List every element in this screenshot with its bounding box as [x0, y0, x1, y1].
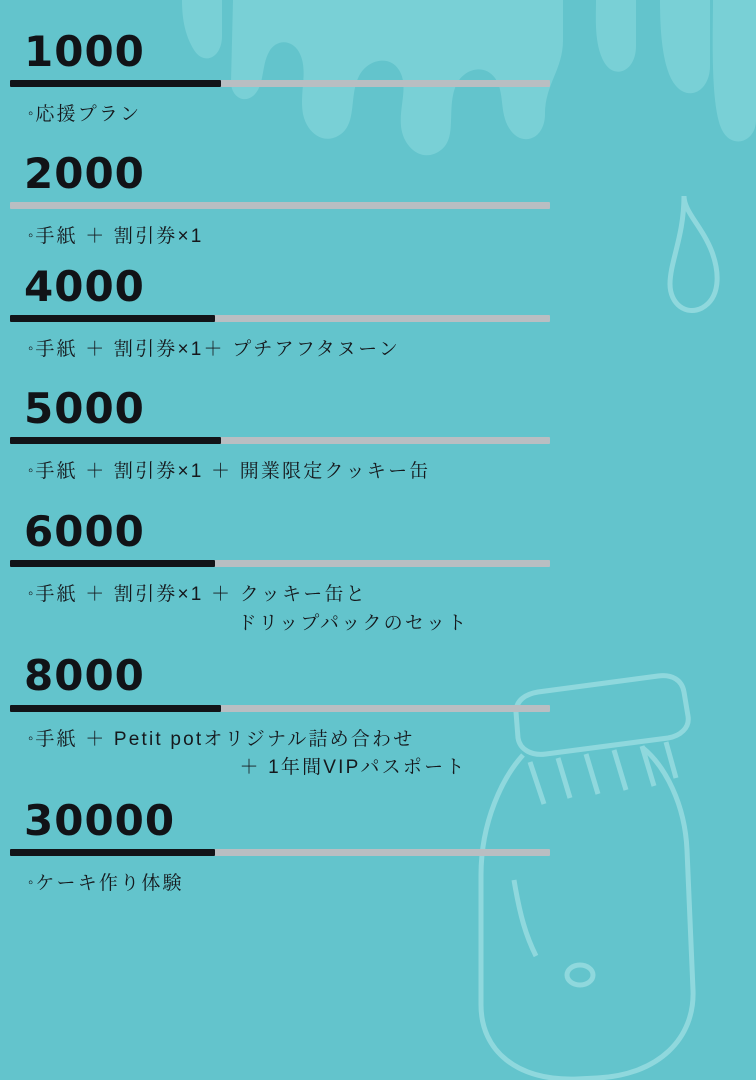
tier-progress-bar	[10, 315, 550, 322]
tier-item	[0, 383, 756, 487]
tier-amount: 6000	[24, 507, 145, 557]
tier-item	[0, 507, 756, 638]
tier-line: 手紙 ＋ Petit potオリジナル詰め合わせ	[35, 728, 415, 750]
tier-line: ケーキ作り体験	[35, 872, 184, 894]
tier-progress-fill	[10, 437, 221, 444]
tier-line: 手紙 ＋ 割引券×1	[35, 225, 204, 247]
tier-amount: 4000	[24, 262, 145, 312]
tier-item	[0, 27, 756, 130]
tier-progress-fill	[10, 849, 215, 856]
tier-progress-bar	[10, 560, 550, 567]
bullet-icon: ◦	[28, 873, 34, 891]
tier-progress-bar	[10, 202, 550, 209]
tier-progress-bar	[10, 705, 550, 712]
tier-line: 手紙 ＋ 割引券×1＋ プチアフタヌーン	[35, 339, 401, 361]
tier-description	[0, 856, 756, 899]
tier-item	[0, 148, 756, 252]
tier-line: ＋ 1年間VIPパスポート	[239, 757, 467, 779]
tier-line: 手紙 ＋ 割引券×1 ＋ クッキー缶と	[35, 584, 367, 606]
tier-description	[0, 567, 756, 638]
tier-progress-fill	[10, 705, 221, 712]
tier-description	[0, 322, 756, 365]
tier-description	[0, 444, 756, 487]
bullet-icon: ◦	[28, 340, 34, 358]
tier-amount: 5000	[24, 383, 145, 433]
tier-amount: 2000	[24, 148, 145, 198]
tier-description	[0, 209, 756, 252]
tier-progress-fill	[10, 560, 215, 567]
bullet-icon: ◦	[28, 585, 34, 603]
tier-item	[0, 262, 756, 365]
tier-item	[0, 651, 756, 782]
tier-line: 応援プラン	[35, 104, 142, 126]
tier-description	[0, 712, 756, 783]
tier-description	[0, 87, 756, 130]
bullet-icon: ◦	[28, 226, 34, 244]
tier-progress-bar	[10, 80, 550, 87]
tier-amount: 30000	[24, 795, 176, 845]
tier-progress-bar	[10, 437, 550, 444]
tier-progress-bar	[10, 849, 550, 856]
bullet-icon: ◦	[28, 729, 34, 747]
tier-line: ドリップパックのセット	[237, 612, 469, 634]
bullet-icon: ◦	[28, 461, 34, 479]
tier-amount: 1000	[24, 27, 145, 76]
tier-line: 手紙 ＋ 割引券×1 ＋ 開業限定クッキー缶	[35, 460, 431, 482]
tier-progress-fill	[10, 80, 221, 87]
tier-progress-fill	[10, 315, 215, 322]
tier-item	[0, 795, 756, 899]
tier-amount: 8000	[24, 651, 145, 701]
bullet-icon: ◦	[28, 105, 34, 123]
